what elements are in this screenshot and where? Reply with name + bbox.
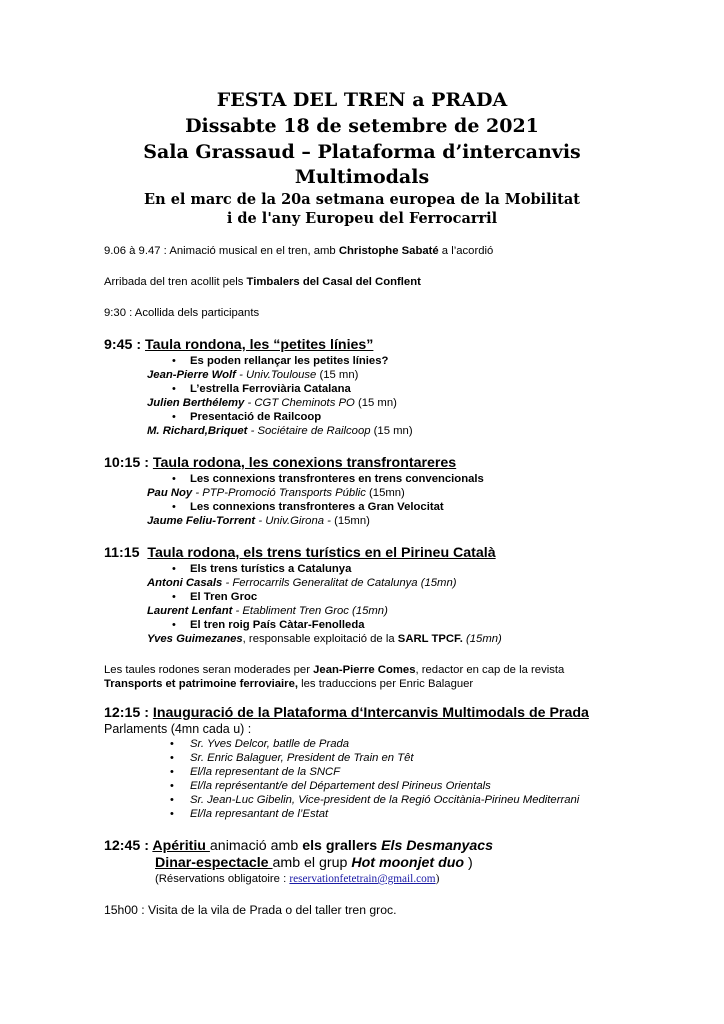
session-2-topic-2: Les connexions transfronteres a Gran Velocitat: [190, 501, 444, 513]
session-3-header: 11:15 Taula rodona, els trens turístics en el Pirineu Català: [104, 545, 496, 561]
session-3-speaker-2: Laurent Lenfant - Etabliment Tren Groc (15mn): [147, 605, 388, 617]
event-subtitle-2: i de l'any Europeu del Ferrocarril: [226, 210, 498, 227]
session-5-header: 12:45 : Apéritiu animació amb els grallers Els Desmanyacs: [104, 838, 494, 854]
session-3-speaker-3: Yves Guimezanes, responsable exploitació de la SARL TPCF. (15mn): [147, 633, 502, 645]
session-1-topic-2: L’estrella Ferroviària Catalana: [190, 383, 351, 395]
session-1-header: 9:45 : Taula rondona, les “petites línies”: [104, 337, 374, 353]
intro-music-line: 9.06 à 9.47 : Animació musical en el tren, amb Christophe Sabaté a l’acordió: [104, 245, 494, 257]
event-date: Dissabte 18 de setembre de 2021: [185, 115, 539, 137]
intro-welcome-line: 9:30 : Acollida dels participants: [104, 307, 260, 319]
session-1-speaker-2: Julien Berthélemy - CGT Cheminots PO (15 mn): [147, 397, 397, 409]
session-5-dinar: Dinar-espectacle amb el grup Hot moonjet duo ): [155, 855, 473, 871]
reservation-line: (Réservations obligatoire : reservationfetetrain@gmail.com): [155, 873, 440, 885]
session-3-topic-3: El tren roig País Càtar-Fenolleda: [190, 619, 365, 631]
session-4-header: 12:15 : Inauguració de la Plataforma d‘Intercanvis Multimodals de Prada: [104, 705, 589, 721]
session-4-speaker-1: Sr. Yves Delcor, batlle de Prada: [190, 738, 350, 750]
event-venue-cont: Multimodals: [294, 166, 430, 188]
session-2-speaker-1: Pau Noy - PTP-Promoció Transports Públic (15mn): [147, 487, 405, 499]
bullet-icon: •: [172, 591, 176, 603]
bullet-icon: •: [172, 501, 176, 513]
intro-arrival-line: Arribada del tren acollit pels Timbalers del Casal del Conflent: [104, 276, 421, 288]
session-2-speaker-2: Jaume Feliu-Torrent - Univ.Girona - (15mn): [147, 515, 370, 527]
moderation-line-1: Les taules rodones seran moderades per Jean-Pierre Comes, redactor en cap de la revista: [104, 664, 565, 676]
session-4-speaker-3: El/la representant de la SNCF: [190, 766, 341, 778]
bullet-icon: •: [172, 383, 176, 395]
bullet-icon: •: [170, 780, 174, 792]
session-3-topic-2: El Tren Groc: [190, 591, 258, 603]
session-4-speaker-4: El/la représentant/e del Département desl Pirineus Orientals: [190, 780, 491, 792]
session-4-speaker-6: El/la represantant de l’Estat: [190, 808, 329, 820]
bullet-icon: •: [172, 411, 176, 423]
session-4-intro: Parlaments (4mn cada u) :: [104, 722, 252, 736]
session-1-topic-1: Es poden rellançar les petites línies?: [190, 355, 389, 367]
session-1-speaker-1: Jean-Pierre Wolf - Univ.Toulouse (15 mn): [147, 369, 359, 381]
bullet-icon: •: [172, 619, 176, 631]
closing-line: 15h00 : Visita de la vila de Prada o del taller tren groc.: [104, 903, 397, 917]
bullet-icon: •: [172, 355, 176, 367]
moderation-line-2: Transports et patrimoine ferroviaire, les traduccions per Enric Balaguer: [104, 678, 474, 690]
bullet-icon: •: [170, 808, 174, 820]
event-title: FESTA DEL TREN a PRADA: [216, 89, 508, 111]
event-venue: Sala Grassaud – Plataforma d’intercanvis: [143, 141, 581, 163]
session-4-speaker-5: Sr. Jean-Luc Gibelin, Vice-president de la Regió Occitània-Pirineu Mediterrani: [190, 794, 580, 806]
session-1-topic-3: Presentació de Railcoop: [190, 411, 322, 423]
bullet-icon: •: [170, 794, 174, 806]
session-2-header: 10:15 : Taula rodona, les conexions transfrontareres: [104, 455, 457, 471]
session-3-topic-1: Els trens turístics a Catalunya: [190, 563, 352, 575]
bullet-icon: •: [170, 752, 174, 764]
event-subtitle-1: En el marc de la 20a setmana europea de la Mobilitat: [144, 191, 580, 208]
bullet-icon: •: [170, 766, 174, 778]
session-4-speaker-2: Sr. Enric Balaguer, President de Train en Têt: [190, 752, 414, 764]
session-3-speaker-1: Antoni Casals - Ferrocarrils Generalitat de Catalunya (15mn): [147, 577, 457, 589]
bullet-icon: •: [170, 738, 174, 750]
reservation-email-link[interactable]: reservationfetetrain@gmail.com: [289, 873, 436, 885]
bullet-icon: •: [172, 473, 176, 485]
session-1-speaker-3: M. Richard,Briquet - Sociétaire de Railcoop (15 mn): [147, 425, 413, 437]
bullet-icon: •: [172, 563, 176, 575]
session-2-topic-1: Les connexions transfronteres en trens convencionals: [190, 473, 484, 485]
